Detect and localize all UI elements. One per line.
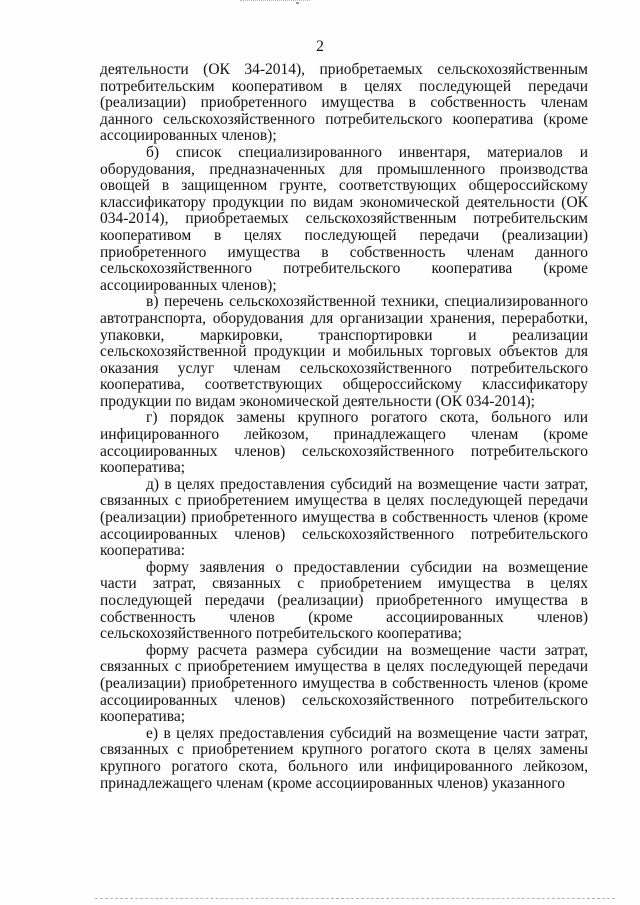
- document-body: [100, 62, 588, 792]
- paragraph-application-form: форму заявления о предоставлении субсидии на возмещение части затрат, связанных с приобретением имущества в целях последующей передачи (реализации) приобретенного имущества в собственность членов (кроме ассоциированных членов) сельскохозяйственного потребительского кооператива;: [100, 558, 588, 643]
- paragraph-calculation-form: форму расчета размера субсидии на возмещение части затрат, связанных с приобретением имущества в целях последующей передачи (реализации) приобретенного имущества в собственность членов (кроме ассоциированных членов) сельскохозяйственного потребительского кооператива;: [100, 641, 588, 726]
- paragraph-item-g: г) порядок замены крупного рогатого скота, больного или инфицированного лейкозом, принадлежащего членам (кроме ассоциированных членов) сельскохозяйственного потребительского кооператива;: [100, 409, 588, 477]
- paragraph-continuation: деятельности (ОК 34-2014), приобретаемых сельскохозяйственным потребительским кооперативом в целях последующей передачи (реализации) приобретенного имущества в собственность членам данного сельскохозяйственного потребительского кооператива (кроме ассоциированных членов);: [100, 61, 588, 145]
- scan-artifact-dot: [296, 2, 299, 4]
- paragraph-item-e: е) в целях предоставления субсидий на возмещение части затрат, связанных с приобретением крупного рогатого скота в целях замены крупного рогатого скота, больного или инфицированного лейкозом, принадлежащего членам (кроме ассоциированных членов) указанного: [100, 724, 588, 792]
- scan-artifact-bottom: [95, 898, 615, 902]
- paragraph-item-v: в) перечень сельскохозяйственной техники, специализированного автотранспорта, оборудования для организации хранения, переработки, упаковки, маркировки, транспортировки и реализации сельскохозяйственной продукции и мобильных торговых объектов для оказания услуг членам сельскохозяйственного потребительского кооператива, соответствующих общероссийскому классификатору продукции по видам экономической деятельности (ОК 034-2014);: [100, 293, 588, 410]
- paragraph-item-d: д) в целях предоставления субсидий на возмещение части затрат, связанных с приобретением имущества в целях последующей передачи (реализации) приобретенного имущества в собственность членов (кроме ассоциированных членов) сельскохозяйственного потребительского кооператива:: [100, 475, 588, 560]
- page-number: 2: [316, 38, 324, 55]
- scan-artifact-top: [240, 0, 310, 5]
- paragraph-item-b: б) список специализированного инвентаря, материалов и оборудования, предназначенных для промышленного производства овощей в защищенном грунте, соответствующих общероссийскому классификатору продукции по видам экономической деятельности (ОК 034-2014), приобретаемых сельскохозяйственным потребительским кооперативом в целях последующей передачи (реализации) приобретенного имущества в собственность членам данного сельскохозяйственного потребительского кооператива (кроме ассоциированных членов);: [100, 143, 588, 294]
